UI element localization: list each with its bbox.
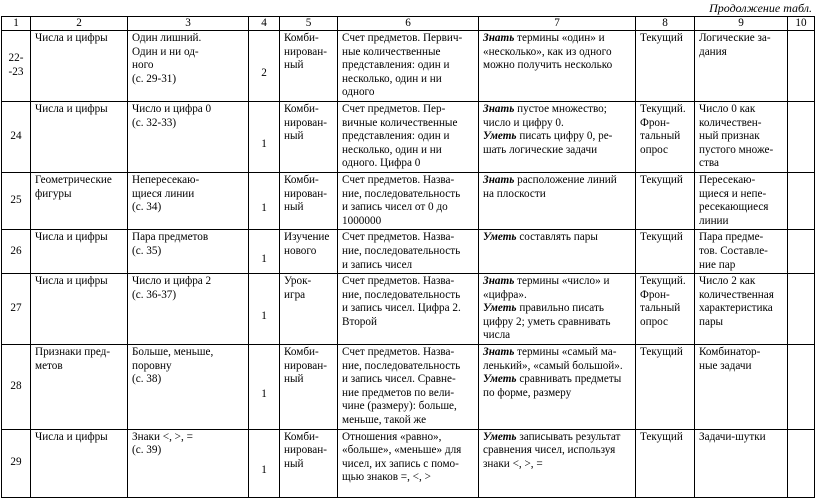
hours-cell-text: 1	[261, 252, 267, 265]
requirement-line	[483, 174, 631, 201]
requirement-line	[483, 130, 631, 157]
lesson-type-cell	[280, 345, 338, 430]
extra-cell-text: Пересекаю- щиеся и непе- ресекающиеся линии	[699, 173, 769, 227]
lesson-number	[2, 429, 31, 497]
requirements-cell	[479, 31, 636, 102]
hours-cell	[249, 172, 280, 229]
lesson-type-cell	[280, 31, 338, 102]
notes-cell	[788, 345, 815, 430]
hours-cell	[249, 345, 280, 430]
notes-cell	[788, 274, 815, 345]
requirement-keyword: Знать	[483, 102, 515, 115]
requirement-text: писать цифру 0, ре- шать логические задачи	[483, 130, 613, 156]
extra-cell	[695, 31, 788, 102]
lesson-number	[2, 230, 31, 274]
control-cell	[636, 429, 695, 497]
column-header: 6	[338, 17, 479, 31]
lesson-type-cell	[280, 172, 338, 229]
requirement-text: пустое множество; число и цифру 0.	[483, 102, 607, 129]
column-header: 1	[2, 17, 31, 31]
extra-cell-text: Число 0 как количествен- ный признак пустого множе- ства	[699, 102, 774, 170]
hours-cell-text: 1	[261, 388, 267, 401]
section-cell-text: Числа и цифры	[35, 102, 108, 115]
requirement-line	[483, 302, 631, 343]
topic-cell-text: Число и цифра 2 (с. 36-37)	[132, 275, 212, 301]
hours-cell-text: 2	[261, 67, 267, 80]
column-header: 8	[636, 17, 695, 31]
control-cell-text: Текущий	[640, 346, 683, 359]
requirement-line	[483, 431, 631, 472]
hours-cell-text: 1	[261, 310, 267, 323]
control-cell	[636, 274, 695, 345]
control-cell-text: Текущий	[640, 430, 683, 443]
section-cell	[31, 230, 128, 274]
lesson-number	[2, 172, 31, 229]
requirement-keyword: Знать	[483, 275, 515, 288]
lesson-type-cell-text: Комби- нирован- ный	[284, 173, 327, 214]
lesson-type-cell	[280, 101, 338, 172]
control-cell	[636, 230, 695, 274]
content-cell	[338, 429, 479, 497]
requirement-keyword: Уметь	[483, 231, 517, 244]
section-cell	[31, 345, 128, 430]
section-cell-text: Признаки пред- метов	[35, 346, 111, 372]
column-header: 10	[788, 17, 815, 31]
lesson-number-text: 27	[10, 302, 22, 315]
requirement-text: термины «самый ма- ленький», «самый большой».	[483, 346, 623, 372]
extra-cell	[695, 101, 788, 172]
control-cell-text: Текущий	[640, 32, 683, 44]
topic-cell	[128, 230, 249, 274]
topic-cell	[128, 345, 249, 430]
table-row	[2, 230, 815, 274]
table-row	[2, 429, 815, 497]
column-header: 9	[695, 17, 788, 31]
topic-cell	[128, 172, 249, 229]
requirement-keyword: Уметь	[483, 130, 517, 143]
control-cell	[636, 345, 695, 430]
notes-cell	[788, 31, 815, 102]
requirement-line	[483, 275, 631, 302]
lesson-number-text: 22- -23	[8, 52, 24, 78]
requirements-cell	[479, 429, 636, 497]
requirement-keyword: Знать	[483, 173, 515, 186]
content-cell-text: Счет предметов. Назва- ние, последовательность и запись чисел. Сравне- ние предметов по вели- чине (размеру): больше, меньше, такой же	[342, 346, 461, 427]
lesson-type-cell-text: Комби- нирован- ный	[284, 32, 327, 72]
lesson-type-cell-text: Комби- нирован- ный	[284, 346, 327, 386]
lesson-plan-table	[1, 16, 815, 498]
column-header: 5	[280, 17, 338, 31]
requirements-cell	[479, 274, 636, 345]
section-cell	[31, 31, 128, 102]
continuation-caption: Продолжение табл.	[709, 1, 812, 15]
extra-cell-text: Число 2 как количественная характеристика пары	[699, 275, 774, 328]
lesson-type-cell-text: Комби- нирован- ный	[284, 102, 327, 143]
table-row	[2, 101, 815, 172]
section-cell	[31, 172, 128, 229]
topic-cell-text: Пара предметов (с. 35)	[132, 231, 209, 257]
section-cell	[31, 274, 128, 345]
requirement-line	[483, 32, 631, 73]
topic-cell-text: Больше, меньше, поровну (с. 38)	[132, 346, 214, 386]
hours-cell-text: 1	[261, 138, 267, 151]
notes-cell	[788, 429, 815, 497]
extra-cell-text: Задачи-шутки	[699, 430, 766, 443]
lesson-number-text: 24	[10, 130, 22, 143]
section-cell-text: Числа и цифры	[35, 275, 108, 288]
column-header: 2	[31, 17, 128, 31]
requirement-text: записывать результат сравнения чисел, используя знаки <, >, =	[483, 430, 621, 470]
content-cell	[338, 172, 479, 229]
control-cell-text: Текущий	[640, 231, 683, 244]
table-row	[2, 274, 815, 345]
requirement-keyword: Уметь	[483, 373, 517, 386]
extra-cell	[695, 230, 788, 274]
table-row	[2, 172, 815, 229]
topic-cell-text: Знаки <, >, = (с. 39)	[132, 430, 193, 457]
notes-cell	[788, 101, 815, 172]
content-cell-text: Счет предметов. Первич- ные количественные представления: один и несколько, один и ни одного	[342, 32, 463, 99]
content-cell-text: Счет предметов. Назва- ние, последовательность и запись чисел. Цифра 2. Второй	[342, 275, 461, 328]
content-cell-text: Счет предметов. Назва- ние, последовательность и запись чисел	[342, 231, 461, 271]
requirement-keyword: Знать	[483, 346, 515, 359]
lesson-number-text: 25	[10, 194, 22, 207]
section-cell	[31, 101, 128, 172]
lesson-number	[2, 101, 31, 172]
content-cell-text: Счет предметов. Пер- вичные количественные представления: один и несколько, один и ни одного. Цифра 0	[342, 102, 458, 170]
column-header: 4	[249, 17, 280, 31]
content-cell	[338, 345, 479, 430]
extra-cell	[695, 274, 788, 345]
lesson-type-cell-text: Урок- игра	[284, 275, 312, 301]
topic-cell	[128, 429, 249, 497]
lesson-number-text: 26	[10, 244, 22, 257]
control-cell-text: Текущий. Фрон- тальный опрос	[640, 102, 686, 156]
section-cell-text: Числа и цифры	[35, 32, 108, 44]
control-cell-text: Текущий. Фрон- тальный опрос	[640, 275, 686, 328]
hours-cell	[249, 429, 280, 497]
topic-cell	[128, 31, 249, 102]
lesson-number-text: 28	[10, 380, 22, 393]
topic-cell-text: Один лишний. Один и ни од- ного (с. 29-31)	[132, 32, 202, 85]
extra-cell	[695, 345, 788, 430]
table-row	[2, 31, 815, 102]
requirement-text: составлять пары	[516, 231, 598, 244]
requirement-text: правильно писать цифру 2; уметь сравнивать числа	[483, 302, 611, 342]
requirement-line	[483, 231, 631, 245]
lesson-type-cell	[280, 274, 338, 345]
requirement-text: термины «один» и «несколько», как из одного можно получить несколько	[483, 32, 613, 72]
requirement-line	[483, 103, 631, 130]
section-cell-text: Геометрические фигуры	[35, 173, 112, 200]
control-cell	[636, 172, 695, 229]
topic-cell	[128, 101, 249, 172]
topic-cell-text: Непересекаю- щиеся линии (с. 34)	[132, 173, 200, 214]
content-cell	[338, 230, 479, 274]
section-cell	[31, 429, 128, 497]
column-header: 7	[479, 17, 636, 31]
requirement-keyword: Уметь	[483, 430, 517, 443]
column-number-row	[2, 17, 815, 31]
lesson-number	[2, 274, 31, 345]
lesson-type-cell	[280, 230, 338, 274]
lesson-number	[2, 31, 31, 102]
hours-cell	[249, 230, 280, 274]
column-header: 3	[128, 17, 249, 31]
requirement-keyword: Знать	[483, 32, 515, 44]
notes-cell	[788, 172, 815, 229]
content-cell-text: Счет предметов. Назва- ние, последовательность и запись чисел от 0 до 1000000	[342, 173, 461, 227]
control-cell	[636, 31, 695, 102]
requirements-cell	[479, 230, 636, 274]
extra-cell-text: Пара предме- тов. Составле- ние пар	[699, 231, 768, 271]
table-row	[2, 345, 815, 430]
lesson-number	[2, 345, 31, 430]
hours-cell	[249, 274, 280, 345]
lesson-type-cell-text: Изучение нового	[284, 231, 330, 257]
notes-cell	[788, 230, 815, 274]
control-cell	[636, 101, 695, 172]
hours-cell-text: 1	[261, 464, 267, 477]
extra-cell-text: Комбинатор- ные задачи	[699, 346, 761, 372]
hours-cell	[249, 101, 280, 172]
extra-cell-text: Логические за- дания	[699, 32, 771, 58]
content-cell	[338, 101, 479, 172]
requirement-text: сравнивать предметы по форме, размеру	[483, 373, 622, 399]
requirement-keyword: Уметь	[483, 302, 517, 315]
content-cell	[338, 31, 479, 102]
hours-cell-text: 1	[261, 202, 267, 215]
requirement-text: расположение линий на плоскости	[483, 173, 617, 200]
requirement-text: термины «число» и «цифра».	[483, 275, 610, 301]
requirements-cell	[479, 101, 636, 172]
control-cell-text: Текущий	[640, 173, 683, 186]
extra-cell	[695, 429, 788, 497]
section-cell-text: Числа и цифры	[35, 231, 108, 244]
requirements-cell	[479, 172, 636, 229]
lesson-type-cell-text: Комби- нирован- ный	[284, 430, 327, 470]
requirement-line	[483, 373, 631, 400]
hours-cell	[249, 31, 280, 102]
content-cell-text: Отношения «равно», «больше», «меньше» для чисел, их запись с помо- щью знаков =, <, >	[342, 430, 462, 484]
extra-cell	[695, 172, 788, 229]
lesson-number-text: 29	[10, 456, 22, 469]
topic-cell	[128, 274, 249, 345]
topic-cell-text: Число и цифра 0 (с. 32-33)	[132, 102, 212, 129]
content-cell	[338, 274, 479, 345]
requirement-line	[483, 346, 631, 373]
requirements-cell	[479, 345, 636, 430]
lesson-type-cell	[280, 429, 338, 497]
section-cell-text: Числа и цифры	[35, 430, 108, 443]
